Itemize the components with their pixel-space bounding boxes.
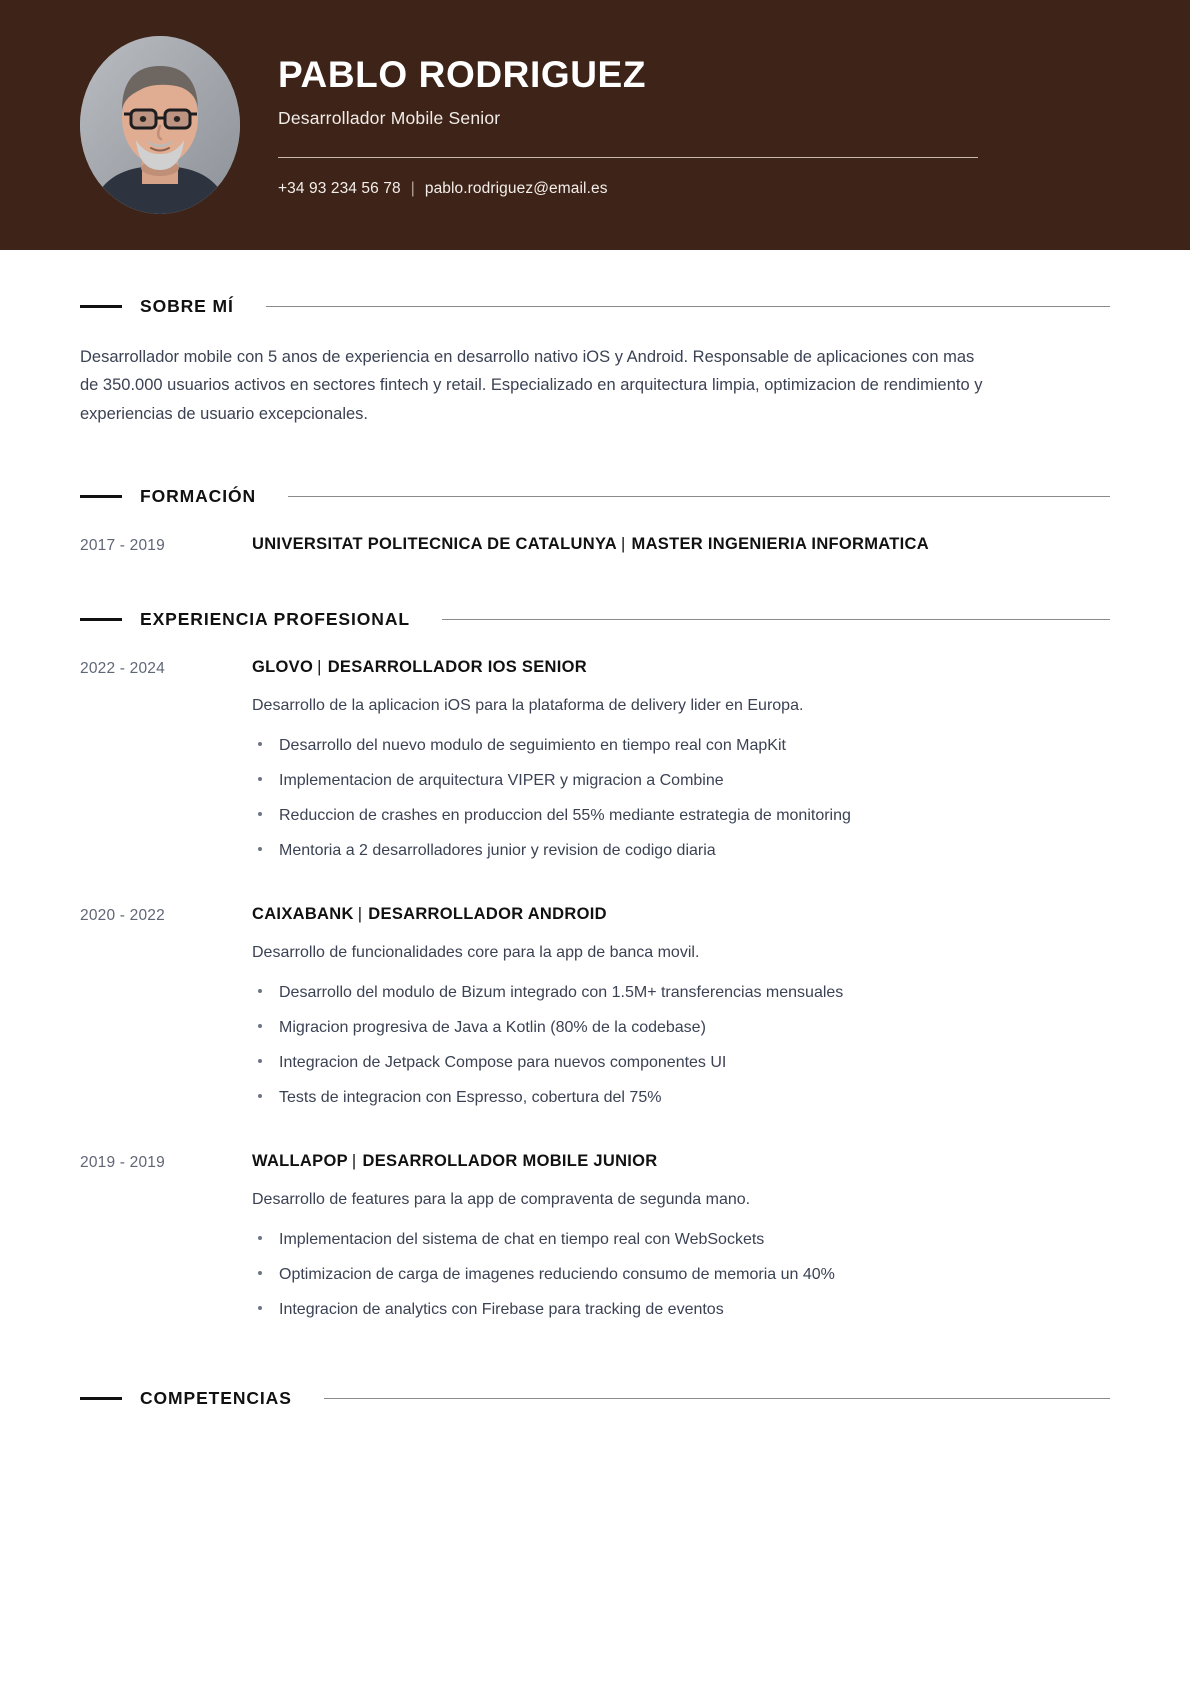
section-dash-icon [80,305,122,308]
list-item: Implementacion del sistema de chat en tiempo real con WebSockets [252,1228,1110,1252]
section-header-skills [80,1388,1110,1409]
spacer [80,555,1110,609]
section-header-about [80,296,1110,317]
portrait-photo-icon [80,36,240,214]
experience-position: DESARROLLADOR IOS SENIOR [327,658,587,677]
experience-company: CAIXABANK [252,905,354,924]
experience-dates: 2022 - 2024 [80,660,165,678]
experience-description: Desarrollo de features para la app de compraventa de segunda mano. [252,1191,751,1209]
education-degree: MASTER INGENIERIA INFORMATICA [631,535,929,554]
section-rule [266,306,1110,307]
list-item: Tests de integracion con Espresso, cobertura del 75% [252,1086,1110,1110]
experience-title [252,1152,1110,1171]
experience-company: WALLAPOP [252,1152,348,1171]
education-title [252,535,1110,554]
experience-title [252,658,1110,677]
list-item: Desarrollo del nuevo modulo de seguimiento en tiempo real con MapKit [252,734,1110,758]
about-text: Desarrollador mobile con 5 anos de experiencia en desarrollo nativo iOS y Android. Responsable de aplicaciones con mas de 350.000 usuarios activos en sectores fintech y retail. Especializado en arquitectura limpia, optimizacion de rendimiento y experiencias de usuario excepcionales. [80,348,983,423]
page-title: PABLO RODRIGUEZ [278,53,647,95]
list-item: Desarrollo del modulo de Bizum integrado con 1.5M+ transferencias mensuales [252,981,1110,1005]
experience-title [252,905,1110,924]
experience-main [252,658,1110,863]
list-item: Implementacion de arquitectura VIPER y migracion a Combine [252,769,1110,793]
experience-dates: 2019 - 2019 [80,1154,165,1172]
experience-entry [80,905,1110,1110]
experience-description: Desarrollo de la aplicacion iOS para la plataforma de delivery lider en Europa. [252,697,804,715]
section-header-experience [80,609,1110,630]
contact-separator: | [410,180,415,198]
email-address[interactable]: pablo.rodriguez@email.es [424,180,608,198]
contact-line [278,180,1130,198]
list-item: Reduccion de crashes en produccion del 55% mediante estrategia de monitoring [252,804,1110,828]
education-main [252,535,1110,554]
section-title-skills: COMPETENCIAS [140,1388,292,1409]
education-title-separator: | [620,535,626,554]
experience-main [252,1152,1110,1322]
section-header-education [80,486,1110,507]
section-title-experience: EXPERIENCIA PROFESIONAL [140,609,410,630]
experience-entry [80,1152,1110,1322]
experience-company: GLOVO [252,658,314,677]
header-divider [278,157,978,158]
section-title-education: FORMACIÓN [140,486,257,507]
list-item: Integracion de analytics con Firebase para tracking de eventos [252,1298,1110,1322]
experience-title-separator: | [357,905,363,924]
education-dates: 2017 - 2019 [80,537,165,555]
section-dash-icon [80,495,122,498]
cv-header [0,0,1190,250]
experience-description: Desarrollo de funcionalidades core para la app de banca movil. [252,944,700,962]
experience-main [252,905,1110,1110]
list-item: Integracion de Jetpack Compose para nuevos componentes UI [252,1051,1110,1075]
section-rule [324,1398,1110,1399]
avatar [80,36,240,214]
section-title-about: SOBRE MÍ [140,296,234,316]
phone-number[interactable]: +34 93 234 56 78 [278,180,401,198]
education-institution: UNIVERSITAT POLITECNICA DE CATALUNYA [252,535,617,554]
section-experience [80,609,1110,1322]
experience-position: DESARROLLADOR MOBILE JUNIOR [362,1152,658,1171]
section-rule [442,619,1110,620]
list-item: Optimizacion de carga de imagenes reduciendo consumo de memoria un 40% [252,1263,1110,1287]
list-item: Migracion progresiva de Java a Kotlin (80% de la codebase) [252,1016,1110,1040]
spacer [80,428,1110,486]
experience-title-separator: | [317,658,322,677]
list-item: Mentoria a 2 desarrolladores junior y revision de codigo diaria [252,839,1110,863]
section-education [80,486,1110,555]
education-entry [80,535,1110,555]
cv-body [0,250,1190,1409]
job-role: Desarrollador Mobile Senior [278,108,501,129]
experience-bullets [252,734,1110,863]
experience-bullets [252,981,1110,1110]
section-about [80,296,1110,428]
section-skills [80,1388,1110,1409]
section-rule [288,496,1110,497]
experience-position: DESARROLLADOR ANDROID [368,905,607,924]
experience-dates: 2020 - 2022 [80,907,165,925]
experience-title-separator: | [351,1152,357,1171]
experience-bullets [252,1228,1110,1322]
experience-entry [80,658,1110,863]
section-dash-icon [80,1397,122,1400]
spacer [80,1322,1110,1388]
header-text-block [278,52,1130,199]
section-dash-icon [80,618,122,621]
